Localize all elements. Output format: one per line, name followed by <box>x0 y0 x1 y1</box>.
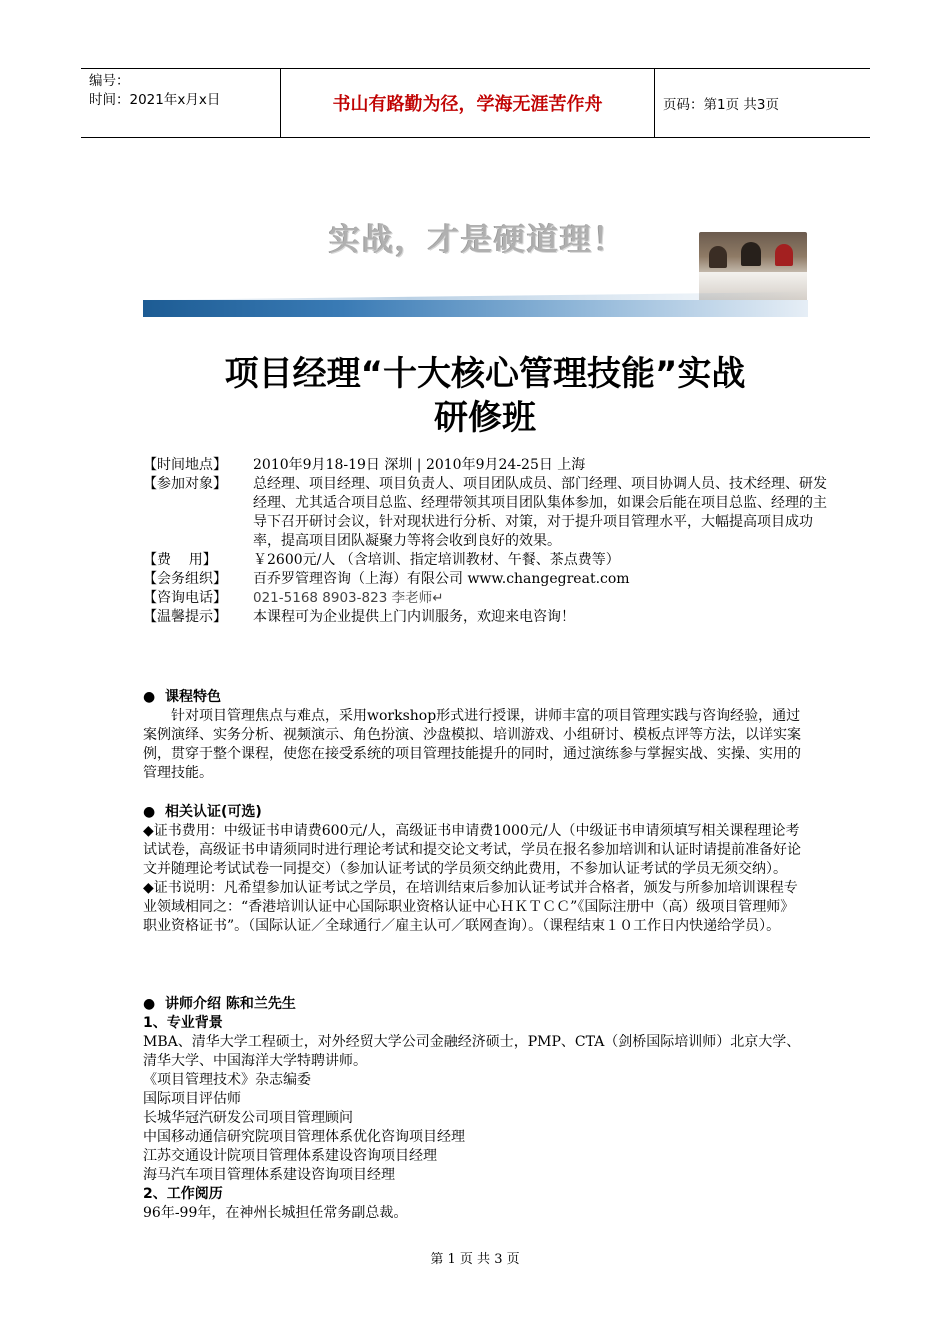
header-time: 时间：2021年x月x日 <box>89 92 221 108</box>
background-item: 海马汽车项目管理体系建设咨询项目经理 <box>143 1167 395 1183</box>
banner <box>143 200 808 318</box>
bullet-icon: ● <box>143 689 156 705</box>
info-value: 本课程可为企业提供上门内训服务，欢迎来电咨询！ <box>253 609 575 625</box>
section-heading <box>143 803 808 822</box>
info-value: 百乔罗管理咨询（上海）有限公司 www.changegreat.com <box>253 571 630 587</box>
info-row-organizer <box>143 570 833 589</box>
page-header <box>81 68 870 138</box>
cert-item: ◆证书费用：中级证书申请费600元/人，高级证书申请费1000元/人（中级证书申请须填写相关课程理论考试试卷，高级证书申请须同时进行理论考试和提交论文考试，学员在报名参加培训和认证时请提前准备好论文并随理论考试试卷一同提交）（参加认证考试的学员须交纳此费用，不参加认证考试的学员无须交纳）。 <box>143 823 801 877</box>
section-lecturer <box>143 995 808 1223</box>
background-item: 国际项目评估师 <box>143 1091 241 1107</box>
info-label: 【温馨提示】 <box>143 609 227 625</box>
info-row-fee <box>143 551 833 570</box>
info-label: 【咨询电话】 <box>143 590 227 606</box>
section-certification <box>143 803 808 936</box>
info-value: 2010年9月18-19日 深圳 | 2010年9月24-25日 上海 <box>253 457 586 473</box>
info-row-audience <box>143 475 833 551</box>
info-row-phone <box>143 589 833 608</box>
bullet-icon: ● <box>143 804 156 820</box>
header-motto: 书山有路勤为径，学海无涯苦作舟 <box>281 69 655 137</box>
bullet-icon: ● <box>143 996 156 1012</box>
background-item: 江苏交通设计院项目管理体系建设咨询项目经理 <box>143 1148 437 1164</box>
header-meta <box>81 69 281 137</box>
header-number: 编号： <box>89 73 130 89</box>
info-value: ￥2600元/人 （含培训、指定培训教材、午餐、茶点费等） <box>253 552 620 568</box>
info-label: 【费 用】 <box>143 552 217 568</box>
meeting-photo <box>699 232 807 302</box>
background-item: 长城华冠汽研发公司项目管理顾问 <box>143 1110 353 1126</box>
info-value: 021-5168 8903-823 李老师↵ <box>253 590 444 606</box>
features-body: 针对项目管理焦点与难点，采用workshop形式进行授课，讲师丰富的项目管理实践与咨询经验，通过案例演绎、实务分析、视频演示、角色扮演、沙盘模拟、培训游戏、小组研讨、模板点评等方法，以详实案例，贯穿于整个课程，使您在接受系统的项目管理技能提升的同时，通过演练参与掌握实战、实操、实用的管理技能。 <box>143 708 801 781</box>
course-info <box>143 456 833 627</box>
section-heading <box>143 688 808 707</box>
section-features <box>143 688 808 783</box>
background-item: 《项目管理技术》杂志编委 <box>143 1072 311 1088</box>
info-label: 【会务组织】 <box>143 571 227 587</box>
background-item: MBA、清华大学工程硕士，对外经贸大学公司金融经济硕士，PMP、CTA（剑桥国际培训师）北京大学、清华大学、中国海洋大学特聘讲师。 <box>143 1034 801 1069</box>
header-page-info: 页码：第1页 共3页 <box>663 97 779 113</box>
cert-item: ◆证书说明：凡希望参加认证考试之学员，在培训结束后参加认证考试并合格者，颁发与所参加培训课程专业领域相同之：“香港培训认证中心国际职业资格认证中心ＨＫＴＣＣ”《国际注册中（高）级项目管理师》职业资格证书”。（国际认证／全球通行／雇主认可／联网查询）。（课程结束１０工作日内快递给学员）。 <box>143 880 798 934</box>
info-label: 【时间地点】 <box>143 457 227 473</box>
info-value: 总经理、项目经理、项目负责人、项目团队成员、部门经理、项目协调人员、技术经理、研发经理、尤其适合项目总监、经理带领其项目团队集体参加，如课会后能在项目总监、经理的主导下召开研讨会议，针对现状进行分析、对策，对于提升项目管理水平，大幅提高项目成功率，提高项目团队凝聚力等将会收到良好的效果。 <box>253 476 827 549</box>
section-heading-text: 讲师介绍 陈和兰先生 <box>165 996 296 1012</box>
background-item: 中国移动通信研究院项目管理体系优化咨询项目经理 <box>143 1129 465 1145</box>
section-heading <box>143 995 808 1014</box>
title-line-1: 项目经理“十大核心管理技能”实战 <box>224 354 746 394</box>
experience-item: 96年-99年，在神州长城担任常务副总裁。 <box>143 1205 408 1221</box>
info-row-tip <box>143 608 833 627</box>
info-label: 【参加对象】 <box>143 476 227 492</box>
background-heading: 1、专业背景 <box>143 1015 223 1031</box>
section-heading-text: 课程特色 <box>165 689 221 705</box>
banner-bar <box>143 300 808 317</box>
page-footer: 第 1 页 共 3 页 <box>430 1252 520 1267</box>
section-heading-text: 相关认证(可选) <box>165 804 262 820</box>
experience-heading: 2、工作阅历 <box>143 1186 223 1202</box>
page-title <box>140 352 830 440</box>
info-row-time <box>143 456 833 475</box>
banner-slogan: 实战，才是硬道理！ <box>329 222 626 258</box>
title-line-2: 研修班 <box>434 398 536 438</box>
